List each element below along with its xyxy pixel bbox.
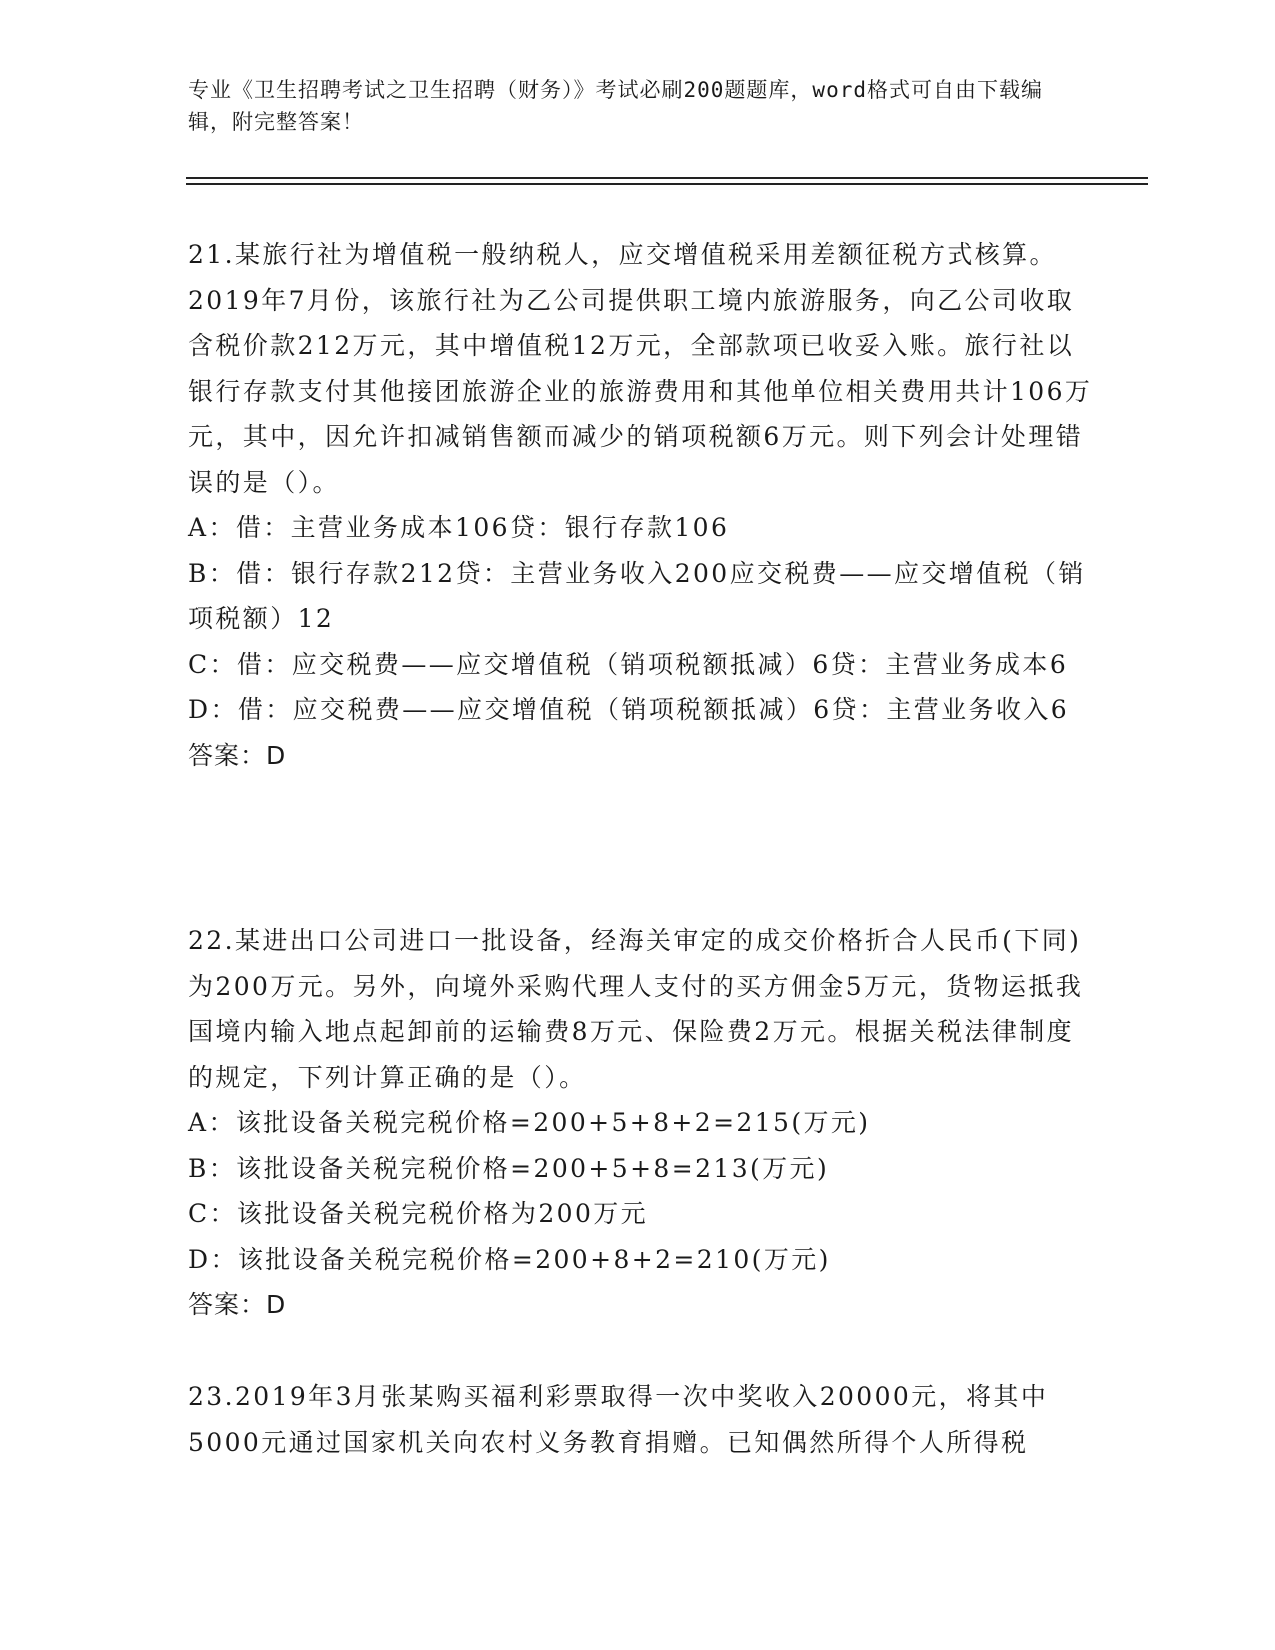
header-divider-top: [186, 177, 1148, 179]
option-a: A：该批设备关税完税价格=200+5+8+2=215(万元): [188, 1108, 871, 1137]
question-23: [188, 1374, 1093, 1465]
document-header: [188, 74, 1068, 138]
option-d: D：该批设备关税完税价格=200+8+2=210(万元): [188, 1244, 831, 1274]
question-21: [188, 232, 1093, 778]
question-stem: 23.2019年3月张某购买福利彩票取得一次中奖收入20000元，将其中5000元通过国家机关向农村义务教育捐赠。已知偶然所得个人所得税: [188, 1382, 1049, 1457]
option-b: B：该批设备关税完税价格=200+5+8=213(万元): [188, 1153, 830, 1183]
option-c: C：借：应交税费——应交增值税（销项税额抵减）6贷：主营业务成本6: [188, 649, 1069, 679]
question-stem: 22.某进出口公司进口一批设备，经海关审定的成交价格折合人民币(下同)为200万元。另外，向境外采购代理人支付的买方佣金5万元，货物运抵我国境内输入地点起卸前的运输费8万元、保险费2万元。根据关税法律制度的规定，下列计算正确的是（）。: [188, 926, 1084, 1092]
option-b: B：借：银行存款212贷：主营业务收入200应交税费——应交增值税（销项税额）12: [188, 558, 1086, 633]
question-stem: 21.某旅行社为增值税一般纳税人，应交增值税采用差额征税方式核算。2019年7月份，该旅行社为乙公司提供职工境内旅游服务，向乙公司收取含税价款212万元，其中增值税12万元，全部款项已收妥入账。旅行社以银行存款支付其他接团旅游企业的旅游费用和其他单位相关费用共计106万元，其中，因允许扣减销售额而减少的销项税额6万元。则下列会计处理错误的是（）。: [188, 240, 1093, 497]
question-22: [188, 918, 1093, 1328]
option-a: A：借：主营业务成本106贷：银行存款106: [188, 513, 730, 542]
header-text: 专业《卫生招聘考试之卫生招聘（财务）》考试必刷200题题库，word格式可自由下载编辑，附完整答案！: [188, 78, 1043, 134]
option-c: C：该批设备关税完税价格为200万元: [188, 1199, 649, 1228]
header-divider-bottom: [186, 183, 1148, 185]
answer: 答案：D: [188, 1290, 287, 1319]
option-d: D：借：应交税费——应交增值税（销项税额抵减）6贷：主营业务收入6: [188, 695, 1070, 724]
answer: 答案：D: [188, 740, 287, 770]
